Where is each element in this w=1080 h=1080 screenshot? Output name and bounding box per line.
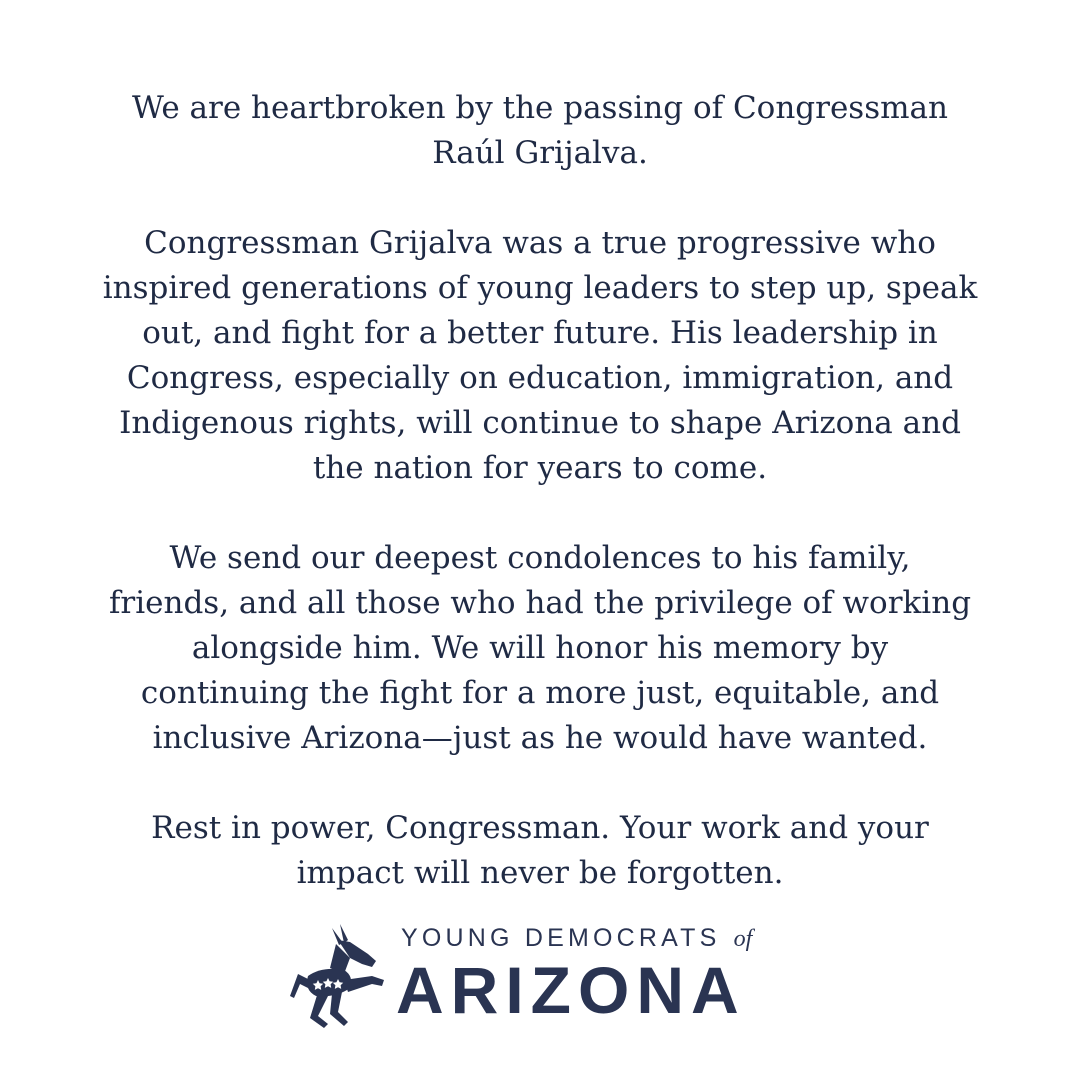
logo-young-democrats: YOUNG DEMOCRATS xyxy=(401,924,721,952)
donkey-icon xyxy=(288,918,388,1033)
statement-line: Congress, especially on education, immigration, and xyxy=(126,360,954,396)
statement-line: impact will never be forgotten. xyxy=(296,855,784,891)
statement xyxy=(60,86,1020,896)
statement-line: Raúl Grijalva. xyxy=(432,135,648,171)
statement-paragraph-3 xyxy=(60,536,1020,761)
statement-paragraph-4 xyxy=(60,806,1020,896)
statement-line: inclusive Arizona—just as he would have wanted. xyxy=(152,720,928,756)
statement-line: We send our deepest condolences to his family, xyxy=(169,540,911,576)
statement-line: Rest in power, Congressman. Your work and your xyxy=(151,810,929,846)
statement-paragraph-2 xyxy=(60,221,1020,491)
logo-top-line xyxy=(401,924,752,953)
statement-line: inspired generations of young leaders to step up, speak xyxy=(102,270,978,306)
statement-paragraph-1 xyxy=(60,86,1020,176)
statement-line: the nation for years to come. xyxy=(312,450,768,486)
young-democrats-arizona-logo xyxy=(288,918,808,1033)
statement-line: out, and fight for a better future. His leadership in xyxy=(142,315,938,351)
statement-line: friends, and all those who had the privilege of working xyxy=(108,585,972,621)
statement-line: We are heartbroken by the passing of Congressman xyxy=(132,90,948,126)
statement-line: continuing the fight for a more just, equitable, and xyxy=(140,675,940,711)
statement-line: Congressman Grijalva was a true progressive who xyxy=(144,225,936,261)
statement-line: alongside him. We will honor his memory by xyxy=(191,630,889,666)
logo-arizona: ARIZONA xyxy=(396,953,746,1027)
logo-of: of xyxy=(733,926,753,952)
statement-line: Indigenous rights, will continue to shape Arizona and xyxy=(119,405,961,441)
